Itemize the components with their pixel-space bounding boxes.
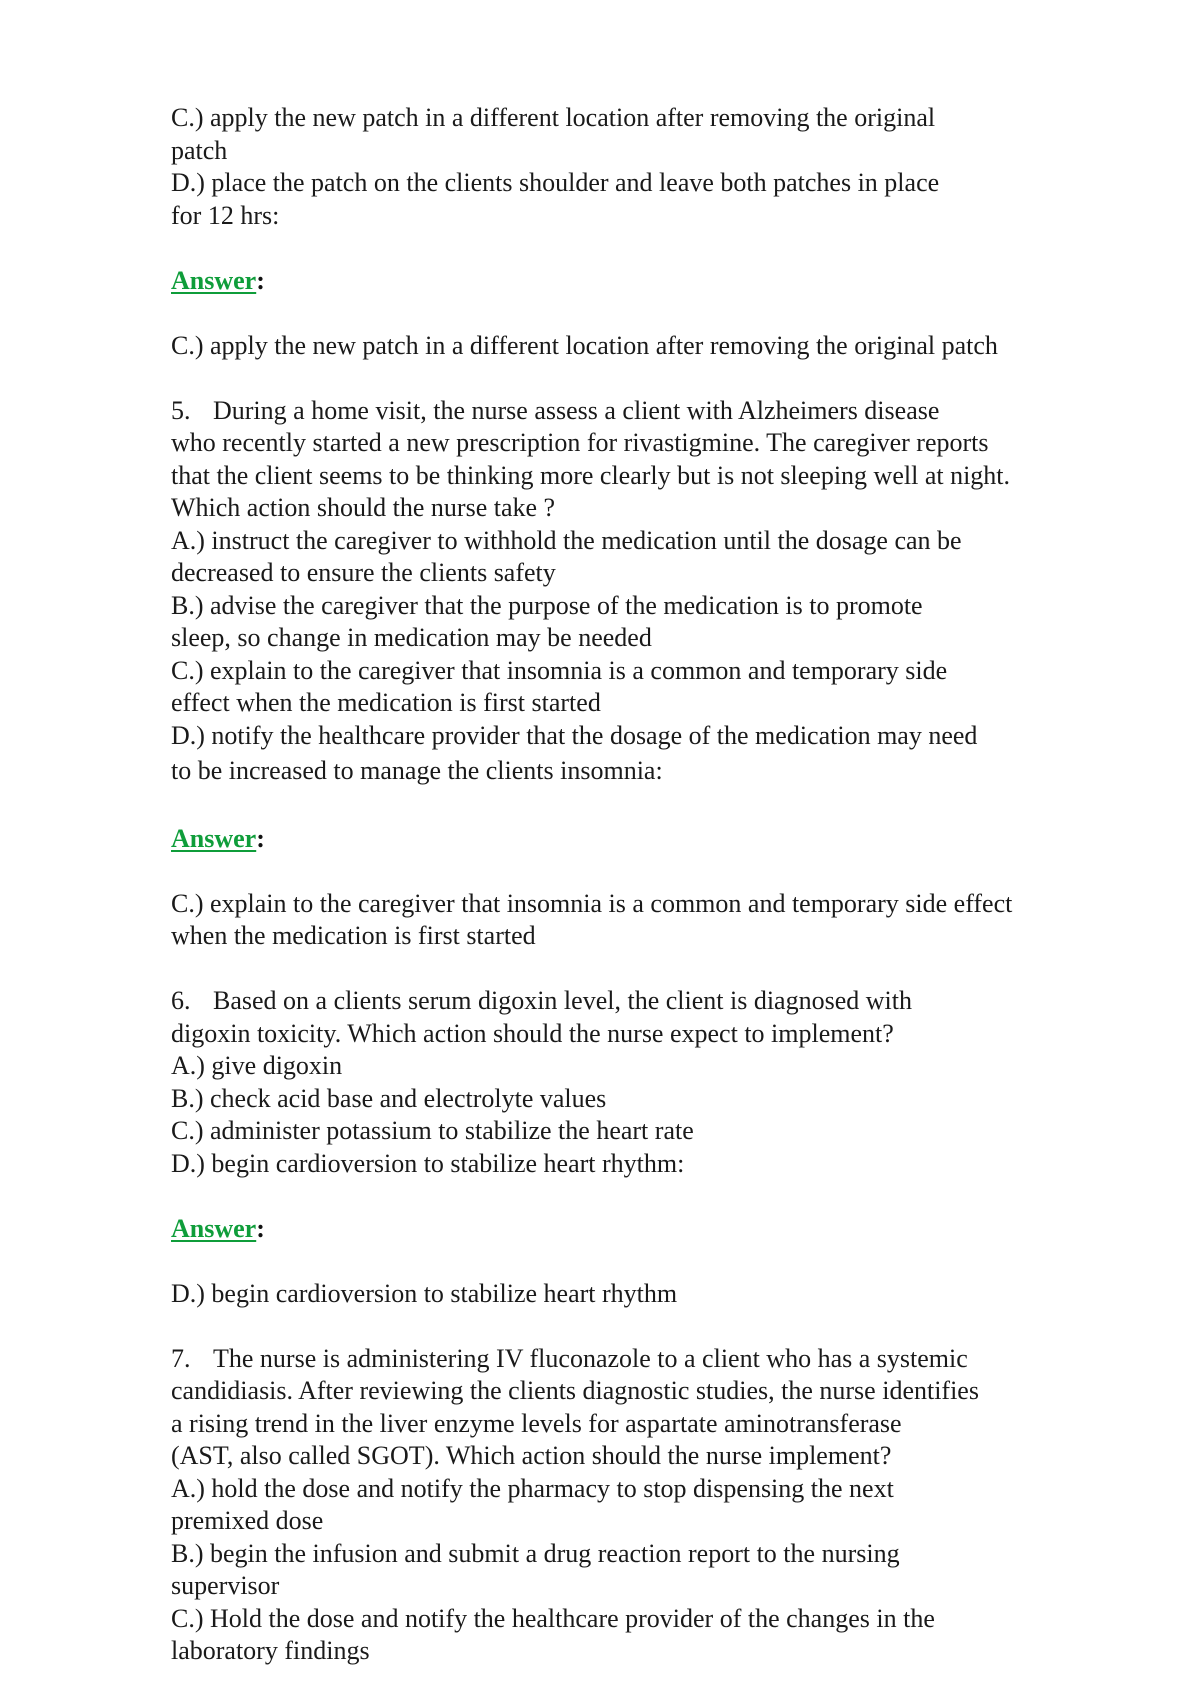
q7-option-a-line-1: A.) hold the dose and notify the pharmacy to stop dispensing the next — [171, 1473, 894, 1503]
question-6 — [171, 985, 1091, 1180]
q5-answer-heading: Answer: — [171, 823, 265, 853]
q6-number: 6. — [171, 986, 191, 1015]
q5-stem-line-3: that the client seems to be thinking more clearly but is not sleeping well at night. — [171, 460, 1011, 490]
q5-option-c-line-1: C.) explain to the caregiver that insomnia is a common and temporary side — [171, 655, 948, 685]
q6-answer-heading: Answer: — [171, 1213, 265, 1243]
q7-stem-line-2: candidiasis. After reviewing the clients diagnostic studies, the nurse identifies — [171, 1376, 979, 1405]
q4-option-d-line-2: for 12 hrs: — [171, 200, 280, 230]
q5-option-b-line-2: sleep, so change in medication may be needed — [171, 623, 652, 652]
document-page — [171, 102, 1091, 1668]
q7-option-b-line-2: supervisor — [171, 1571, 280, 1600]
question-5 — [171, 395, 1091, 791]
q6-stem-line-2: digoxin toxicity. Which action should the nurse expect to implement? — [171, 1018, 894, 1048]
q5-stem-line-4: Which action should the nurse take ? — [171, 493, 556, 522]
q4-answer-text: C.) apply the new patch in a different location after removing the original patch — [171, 330, 998, 360]
q5-option-d-line-1: D.) notify the healthcare provider that the dosage of the medication may need — [171, 720, 978, 750]
answer-link[interactable]: Answer — [171, 1213, 257, 1243]
q5-answer-line-1: C.) explain to the caregiver that insomnia is a common and temporary side effect — [171, 888, 1013, 918]
q5-number: 5. — [171, 395, 191, 425]
q5-stem-line-1: 5. During a home visit, the nurse assess a client with Alzheimers disease — [171, 395, 1091, 428]
question-7 — [171, 1343, 1091, 1668]
q6-option-d: D.) begin cardioversion to stabilize heart rhythm: — [171, 1148, 685, 1178]
q6-option-a: A.) give digoxin — [171, 1051, 343, 1080]
q7-option-c-line-1: C.) Hold the dose and notify the healthcare provider of the changes in the — [171, 1603, 935, 1633]
question-4-options — [171, 102, 1091, 232]
q7-option-a-line-2: premixed dose — [171, 1506, 324, 1535]
q7-option-b-line-1: B.) begin the infusion and submit a drug reaction report to the nursing — [171, 1538, 900, 1568]
q6-option-b: B.) check acid base and electrolyte values — [171, 1083, 607, 1113]
q7-stem-line-3: a rising trend in the liver enzyme levels for aspartate aminotransferase — [171, 1408, 902, 1438]
q6-option-c: C.) administer potassium to stabilize the heart rate — [171, 1116, 694, 1145]
q5-option-a-line-2: decreased to ensure the clients safety — [171, 558, 556, 587]
answer-link[interactable]: Answer — [171, 823, 257, 853]
q6-stem-line-1: 6. Based on a clients serum digoxin level, the client is diagnosed with — [171, 985, 1091, 1018]
q7-stem-line-1: 7. The nurse is administering IV fluconazole to a client who has a systemic — [171, 1343, 1091, 1376]
q7-stem-line-4: (AST, also called SGOT). Which action should the nurse implement? — [171, 1441, 892, 1470]
q4-answer-heading: Answer: — [171, 265, 265, 295]
q6-answer-text: D.) begin cardioversion to stabilize heart rhythm — [171, 1278, 678, 1308]
q5-stem-line-2: who recently started a new prescription for rivastigmine. The caregiver reports — [171, 428, 989, 457]
q7-option-c-line-2: laboratory findings — [171, 1636, 370, 1665]
q4-option-c-line-1: C.) apply the new patch in a different location after removing the original — [171, 103, 936, 132]
q5-answer-line-2: when the medication is first started — [171, 921, 536, 950]
q5-option-c-line-2: effect when the medication is first started — [171, 688, 601, 717]
q4-option-d-line-1: D.) place the patch on the clients shoulder and leave both patches in place — [171, 168, 940, 197]
q5-option-d-line-2: to be increased to manage the clients insomnia: — [171, 756, 663, 785]
q4-option-c-line-2: patch — [171, 135, 228, 165]
q5-option-a-line-1: A.) instruct the caregiver to withhold the medication until the dosage can be — [171, 525, 962, 555]
q5-option-b-line-1: B.) advise the caregiver that the purpose of the medication is to promote — [171, 590, 923, 620]
q7-number: 7. — [171, 1343, 191, 1373]
answer-link[interactable]: Answer — [171, 265, 257, 295]
